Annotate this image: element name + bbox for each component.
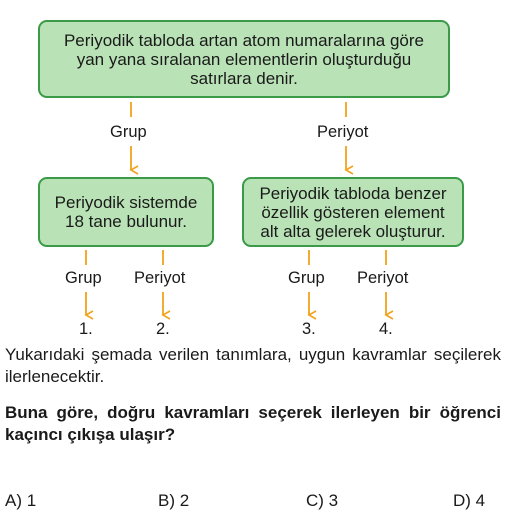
exit-4: 4. <box>379 320 393 338</box>
option-d[interactable]: D) 4 <box>453 491 486 510</box>
exit-3: 3. <box>302 320 316 338</box>
question-intro: Yukarıdaki şemada verilen tanımlara, uygun kavramlar seçilerek ilerlenecektir. <box>5 345 501 386</box>
exit-2: 2. <box>156 320 170 338</box>
label-left-periyot: Periyot <box>134 269 186 287</box>
left-box-line-2: 18 tane bulunur. <box>65 212 187 231</box>
top-box-line-3: satırlara denir. <box>190 68 298 88</box>
right-definition-box <box>242 177 464 247</box>
option-b[interactable]: B) 2 <box>158 491 190 510</box>
option-c[interactable]: C) 3 <box>306 491 339 510</box>
label-right-periyot: Periyot <box>357 269 409 287</box>
exit-1: 1. <box>79 320 93 338</box>
right-box-line-3: alt alta gelerek oluşturur. <box>260 221 446 241</box>
label-right-grup: Grup <box>288 269 325 287</box>
left-box-line-1: Periyodik sistemde <box>54 193 198 212</box>
question-prompt: Buna göre, doğru kavramları seçerek ilerleyen bir öğrenci kaçıncı çıkışa ulaşır? <box>5 403 501 444</box>
top-box-line-2: yan yana sıralanan elementlerin oluşturduğu <box>76 49 412 69</box>
right-box-line-2: özellik gösteren element <box>261 202 445 222</box>
top-box-line-1: Periyodik tabloda artan atom numaralarına göre <box>63 30 425 50</box>
top-definition-box <box>38 20 450 98</box>
label-top-periyot: Periyot <box>317 123 369 141</box>
label-left-grup: Grup <box>65 269 102 287</box>
left-definition-box <box>38 177 214 247</box>
label-top-grup: Grup <box>110 123 147 141</box>
option-a[interactable]: A) 1 <box>5 491 37 510</box>
right-box-line-1: Periyodik tabloda benzer <box>259 183 447 203</box>
